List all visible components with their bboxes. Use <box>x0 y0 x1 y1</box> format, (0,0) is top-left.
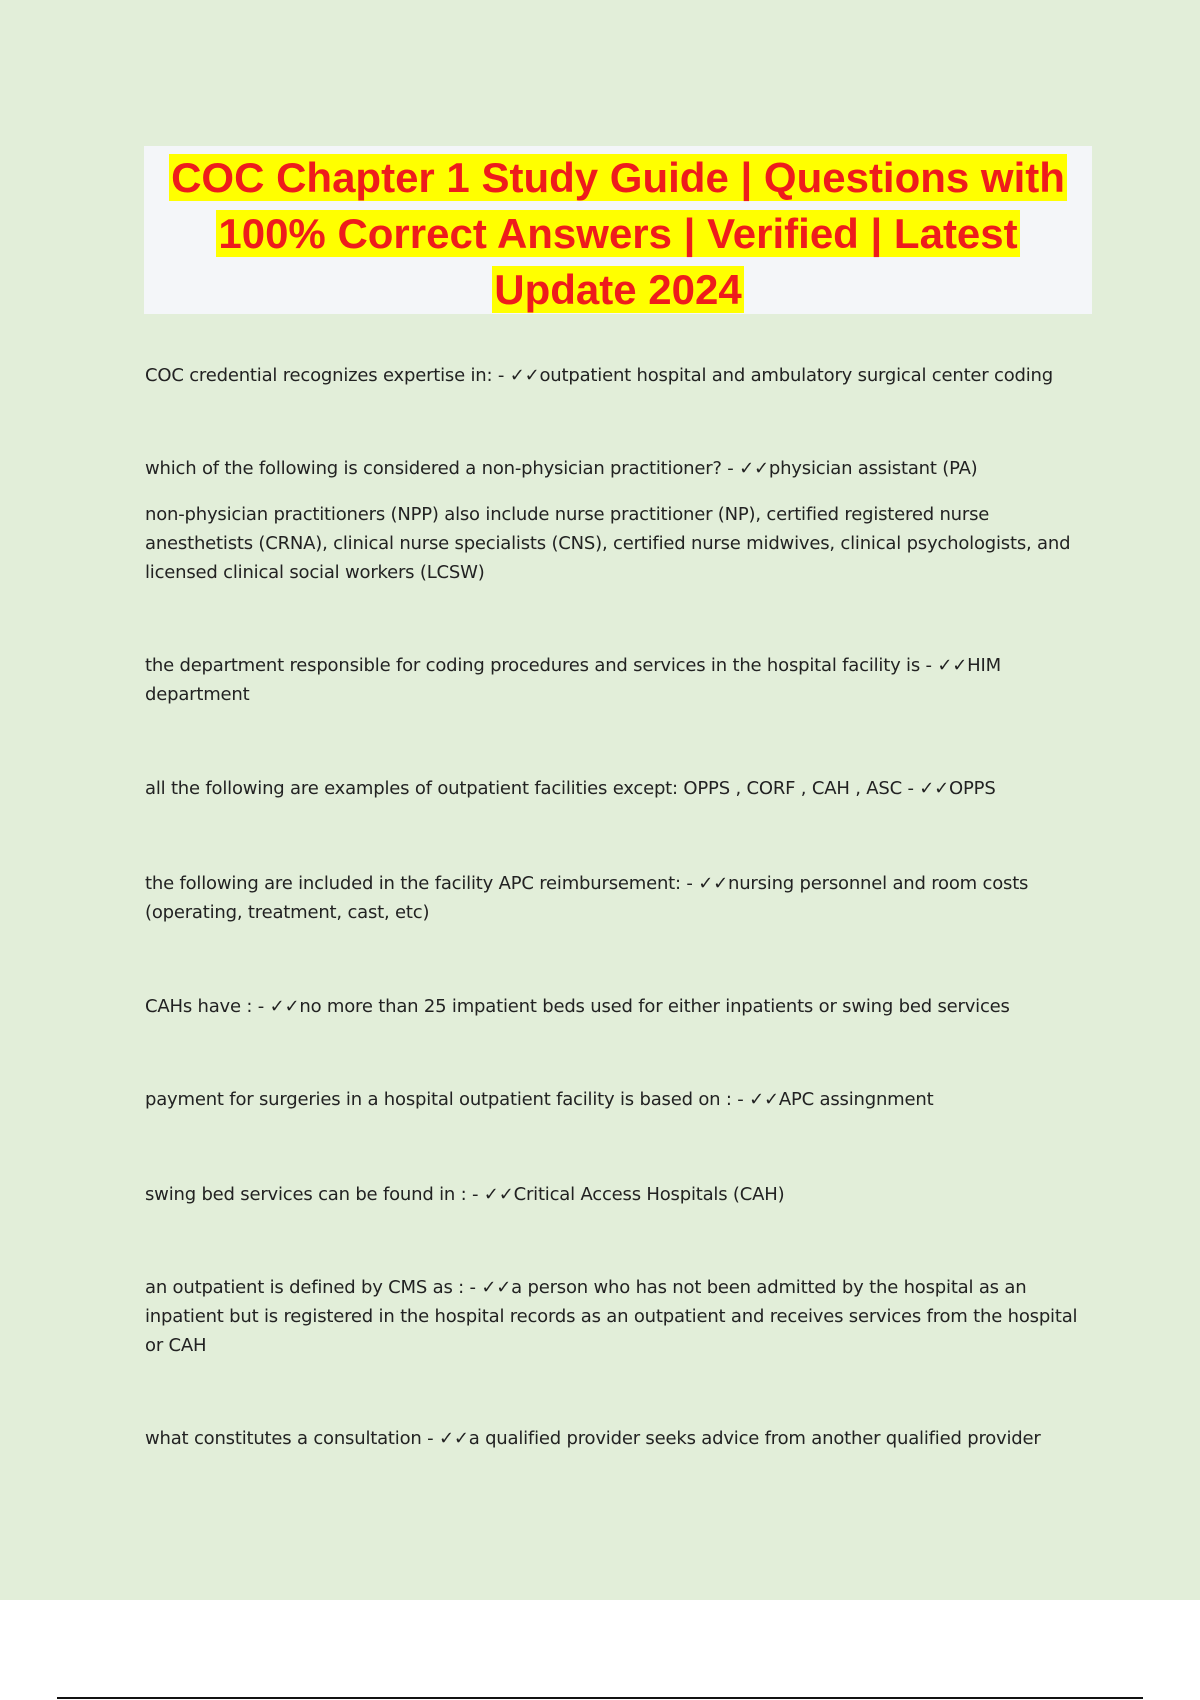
title-box <box>144 146 1092 314</box>
qa-item-9: swing bed services can be found in : - ✓✓Critical Access Hospitals (CAH) <box>145 1184 785 1205</box>
qa-item-10: an outpatient is defined by CMS as : - ✓✓a person who has not been admitted by the hospital as an inpatient but is registered in the hospital records as an outpatient and receives services from the hospital or CAH <box>145 1277 1078 1356</box>
qa-item-4: the department responsible for coding procedures and services in the hospital facility is - ✓✓HIM department <box>145 655 1001 705</box>
qa-item-1: COC credential recognizes expertise in: - ✓✓outpatient hospital and ambulatory surgical center coding <box>145 365 1053 386</box>
qa-item-8: payment for surgeries in a hospital outpatient facility is based on : - ✓✓APC assingnment <box>145 1089 934 1110</box>
document-title <box>144 150 1092 318</box>
qa-item-5: all the following are examples of outpatient facilities except: OPPS , CORF , CAH , ASC - ✓✓OPPS <box>145 778 996 799</box>
qa-item-7: CAHs have : - ✓✓no more than 25 impatient beds used for either inpatients or swing bed services <box>145 996 1010 1017</box>
qa-item-11: what constitutes a consultation - ✓✓a qualified provider seeks advice from another qualified provider <box>145 1428 1041 1449</box>
footer-rule <box>57 1697 1143 1699</box>
document-title-highlight: COC Chapter 1 Study Guide | Questions with 100% Correct Answers | Verified | Latest Update 2024 <box>171 154 1065 313</box>
qa-item-6: the following are included in the facility APC reimbursement: - ✓✓nursing personnel and room costs (operating, treatment, cast, etc) <box>145 873 1029 923</box>
qa-item-2: which of the following is considered a non-physician practitioner? - ✓✓physician assistant (PA) <box>145 458 978 479</box>
qa-item-3: non-physician practitioners (NPP) also include nurse practitioner (NP), certified registered nurse anesthetists (CRNA), clinical nurse specialists (CNS), certified nurse midwives, clinical psychologists, and licensed clinical social workers (LCSW) <box>145 504 1071 583</box>
